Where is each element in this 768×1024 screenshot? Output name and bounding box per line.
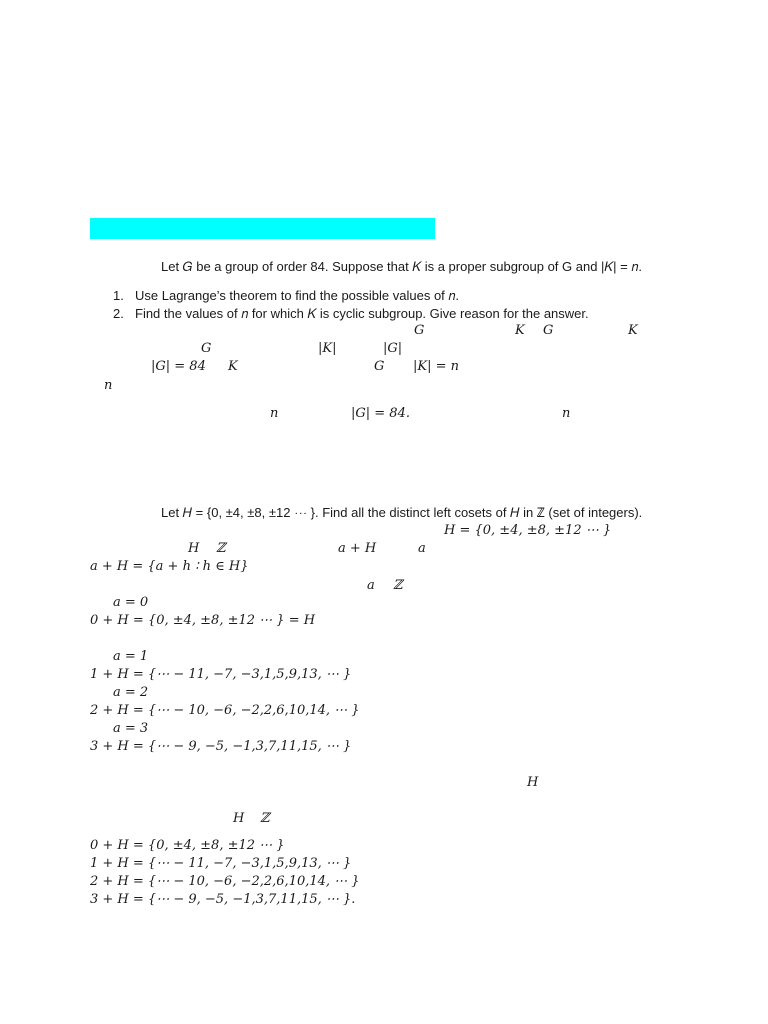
list-item-number: 1. [113,288,124,303]
math-fragment: 𝐺 [374,359,385,374]
summary-coset-line: 1 + 𝐻 = {⋯ − 11, −7, −3,1,5,9,13, ⋯ } [90,856,352,871]
summary-coset-line: 2 + 𝐻 = {⋯ − 10, −6, −2,2,6,10,14, ⋯ } [90,874,360,889]
math-fragment: 𝐻 [527,775,539,790]
coset-line: 1 + 𝐻 = {⋯ − 11, −7, −3,1,5,9,13, ⋯ } [90,667,352,682]
list-item-text: Find the values of 𝑛 for which 𝐾 is cyclic subgroup. Give reason for the answer. [135,306,589,321]
math-fragment: 𝐾 [228,359,238,374]
math-fragment: 𝑛 [270,406,279,421]
math-fragment: 𝑛 [104,378,113,393]
math-fragment: |𝐺| = 84. [351,406,410,421]
math-fragment: 𝑎 + 𝐻 [338,541,377,556]
math-fragment: 𝑎 = 1 [113,649,149,664]
coset-line: 2 + 𝐻 = {⋯ − 10, −6, −2,2,6,10,14, ⋯ } [90,703,360,718]
math-fragment: |𝐺| [383,341,403,356]
math-fragment: ℤ [260,811,270,826]
math-fragment: |𝐺| = 84 [151,359,206,374]
math-fragment: 𝑎 = 2 [113,685,149,700]
list-item-number: 2. [113,306,124,321]
highlight-bar [90,218,435,239]
math-fragment: 𝐾 [628,323,638,338]
math-fragment: 𝐻 [188,541,200,556]
math-fragment: 𝑎 = 3 [113,721,149,736]
math-fragment: 𝐺 [543,323,554,338]
math-fragment: 𝑎 [418,541,426,556]
math-fragment: 𝐻 [233,811,245,826]
math-fragment: 𝐺 [201,341,212,356]
math-fragment: 𝑎 [367,578,375,593]
math-fragment: |𝐾| [318,341,337,356]
summary-coset-line: 3 + 𝐻 = {⋯ − 9, −5, −1,3,7,11,15, ⋯ }. [90,892,356,907]
summary-coset-line: 0 + 𝐻 = {0, ±4, ±8, ±12 ⋯ } [90,838,285,853]
math-fragment: 𝐾 [515,323,525,338]
list-item-text: Use Lagrange’s theorem to find the possible values of 𝑛. [135,288,459,303]
problem1-statement: Let 𝐺 be a group of order 84. Suppose that 𝐾 is a proper subgroup of G and |𝐾| = 𝑛. [161,259,642,274]
coset-line: 3 + 𝐻 = {⋯ − 9, −5, −1,3,7,11,15, ⋯ } [90,739,352,754]
math-fragment: ℤ [216,541,226,556]
coset-line: 0 + 𝐻 = {0, ±4, ±8, ±12 ⋯ } = 𝐻 [90,613,316,628]
math-fragment: 𝑛 [562,406,571,421]
math-fragment: |𝐾| = 𝑛 [413,359,460,374]
coset-definition: 𝑎 + 𝐻 = {𝑎 + ℎ ∶ ℎ ∈ 𝐻} [90,559,249,574]
problem2-statement: Let 𝐻 = {0, ±4, ±8, ±12 ⋯ }. Find all the distinct left cosets of 𝐻 in ℤ (set of integers). [161,505,643,520]
math-fragment: ℤ [393,578,403,593]
math-fragment: 𝑎 = 0 [113,595,149,610]
math-fragment: 𝐻 = {0, ±4, ±8, ±12 ⋯ } [444,523,612,538]
math-fragment: 𝐺 [414,323,425,338]
